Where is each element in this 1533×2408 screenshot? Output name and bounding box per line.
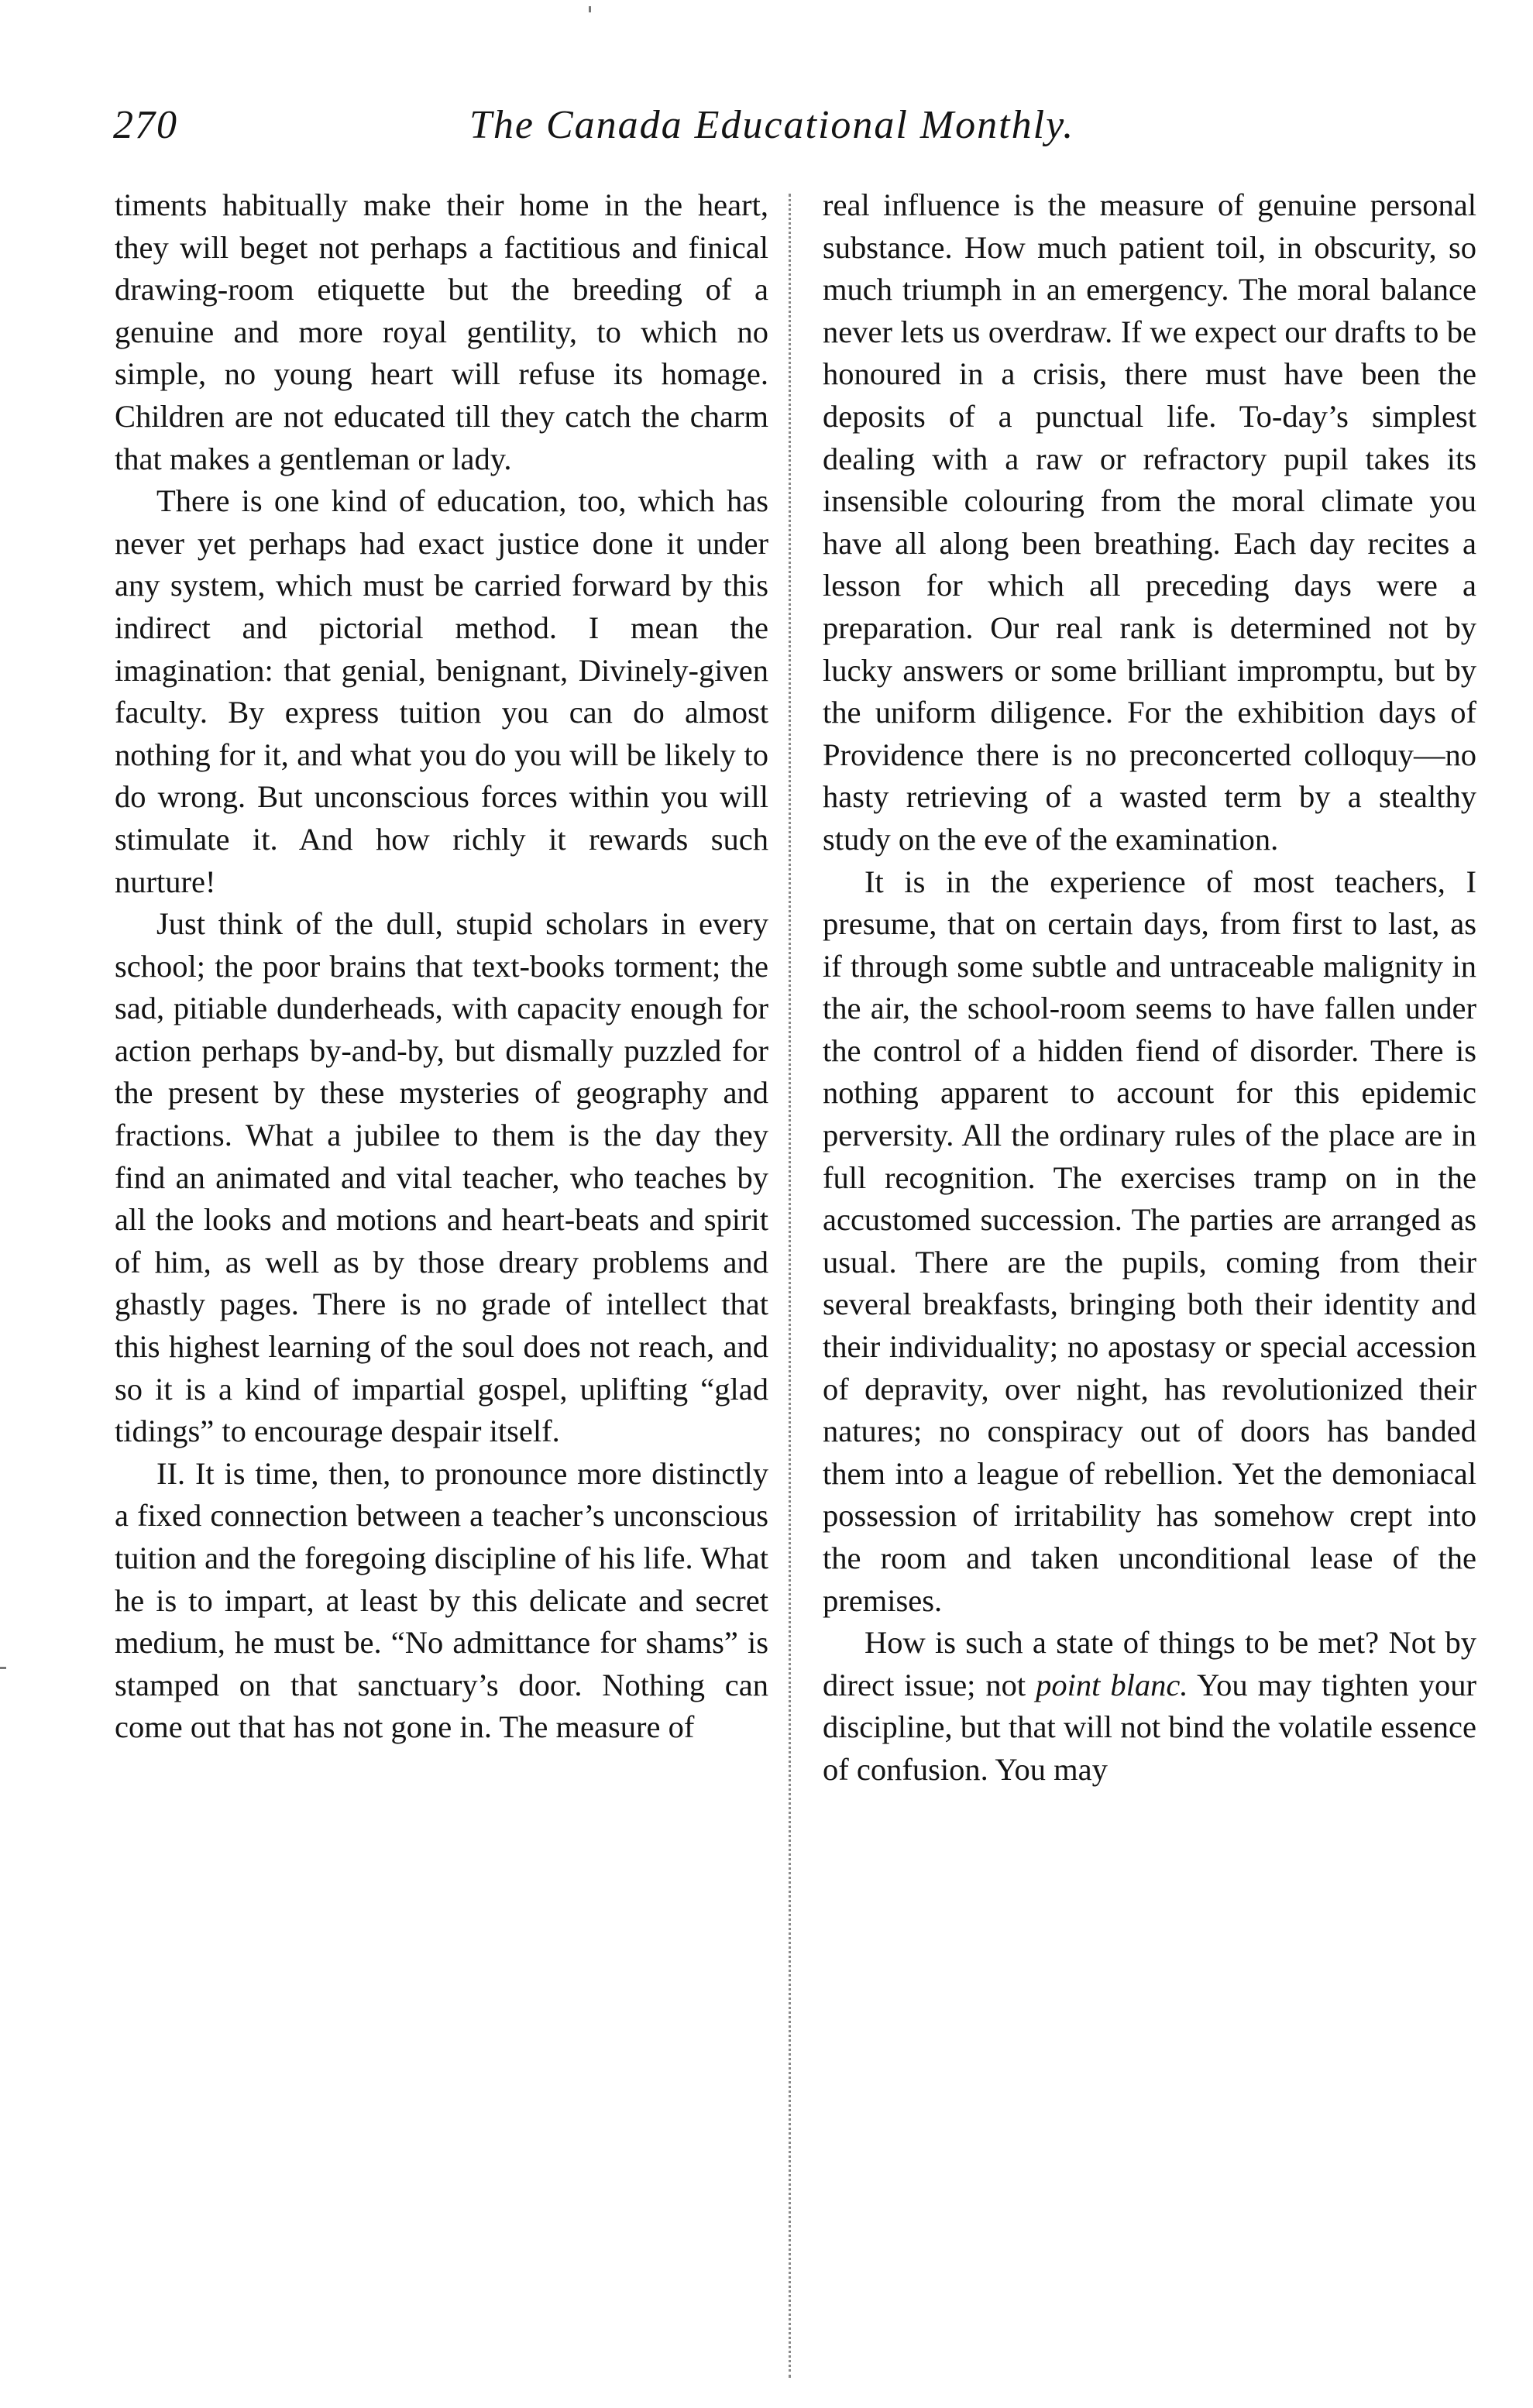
paragraph: Just think of the dull, stupid scholars in every school; the poor brains that text-books torment; the sad, pitiable dunderheads, with capacity enough for action perhaps by-and-by, but dismally puzzled for the present by these mysteries of geography and fractions. What a jubilee to them is the day they find an animated and vital teacher, who teaches by all the looks and motions and heart-beats and spirit of him, as well as by those dreary problems and ghastly pages. There is no grade of intellect that this highest learning of the soul does not reach, and so it is a kind of impartial gospel, uplifting “glad tidings” to encourage despair itself. xyxy=(115,906,768,1449)
left-column xyxy=(115,184,768,1749)
page-number: 270 xyxy=(113,103,178,147)
paragraph: real influence is the measure of genuine personal substance. How much patient toil, in obscurity, so much triumph in an emergency. The moral balance never lets us overdraw. If we expect our drafts to be honoured in a crisis, there must have been the deposits of a punctual life. To-day’s simplest dealing with a raw or refractory pupil takes its insensible colouring from the moral climate you have all along been breathing. Each day recites a lesson for which all preceding days were a preparation. Our real rank is determined not by lucky answers or some brilliant impromptu, but by the uniform diligence. For the exhibition days of Providence there is no preconcerted colloquy—no hasty retrieving of a wasted term by a stealthy study on the eve of the examination. xyxy=(823,187,1476,857)
page-header xyxy=(113,102,1500,164)
paragraph-text: You may tighten your discipline, but that will not bind the volatile essence of confusion. You may xyxy=(823,1667,1477,1787)
paragraph: It is in the experience of most teachers, I presume, that on certain days, from first to last, as if through some subtle and untraceable malignity in the air, the school-room seems to have fallen under the control of a hidden fiend of disorder. There is nothing apparent to account for this epidemic perversity. All the ordinary rules of the place are in full recognition. The exercises tramp on in the accustomed succession. The parties are arranged as usual. There are the pupils, coming from their several breakfasts, bringing both their identity and their individuality; no apostasy or special accession of depravity, over night, has revolutionized their natures; no conspiracy out of doors has banded them into a league of rebellion. Yet the demoniacal possession of irritability has somehow crept into the room and taken unconditional lease of the premises. xyxy=(823,864,1476,1618)
right-column xyxy=(823,184,1476,1791)
scan-edge-mark xyxy=(0,1667,6,1669)
column-divider xyxy=(789,194,791,2378)
paragraph: There is one kind of education, too, which has never yet perhaps had exact justice done it under any system, which must be carried forward by this indirect and pictorial method. I mean the imagination: that genial, benignant, Divinely-given faculty. By express tuition you can do almost nothing for it, and what you do you will be likely to do wrong. But unconscious forces within you will stimulate it. And how richly it rewards such nurture! xyxy=(115,483,768,899)
paragraph: II. It is time, then, to pronounce more distinctly a fixed connection between a teacher’s unconscious tuition and the foregoing discipline of his life. What he is to impart, at least by this delicate and secret medium, he must be. “No admittance for shams” is stamped on that sanctuary’s door. Nothing can come out that has not gone in. The measure of xyxy=(115,1455,768,1745)
paragraph: timents habitually make their home in the heart, they will beget not perhaps a factitious and finical drawing-room etiquette but the breeding of a genuine and more royal gentility, to which no simple, no young heart will refuse its homage. Children are not educated till they catch the charm that makes a gentleman or lady. xyxy=(115,187,768,476)
paragraph-text: How is such a state of things to be met? Not by direct issue; not xyxy=(823,1625,1476,1702)
running-title: The Canada Educational Monthly. xyxy=(469,103,1075,147)
paragraph xyxy=(823,1622,1476,1791)
italic-phrase: point blanc. xyxy=(1036,1667,1188,1702)
scan-edge-mark xyxy=(589,6,591,12)
